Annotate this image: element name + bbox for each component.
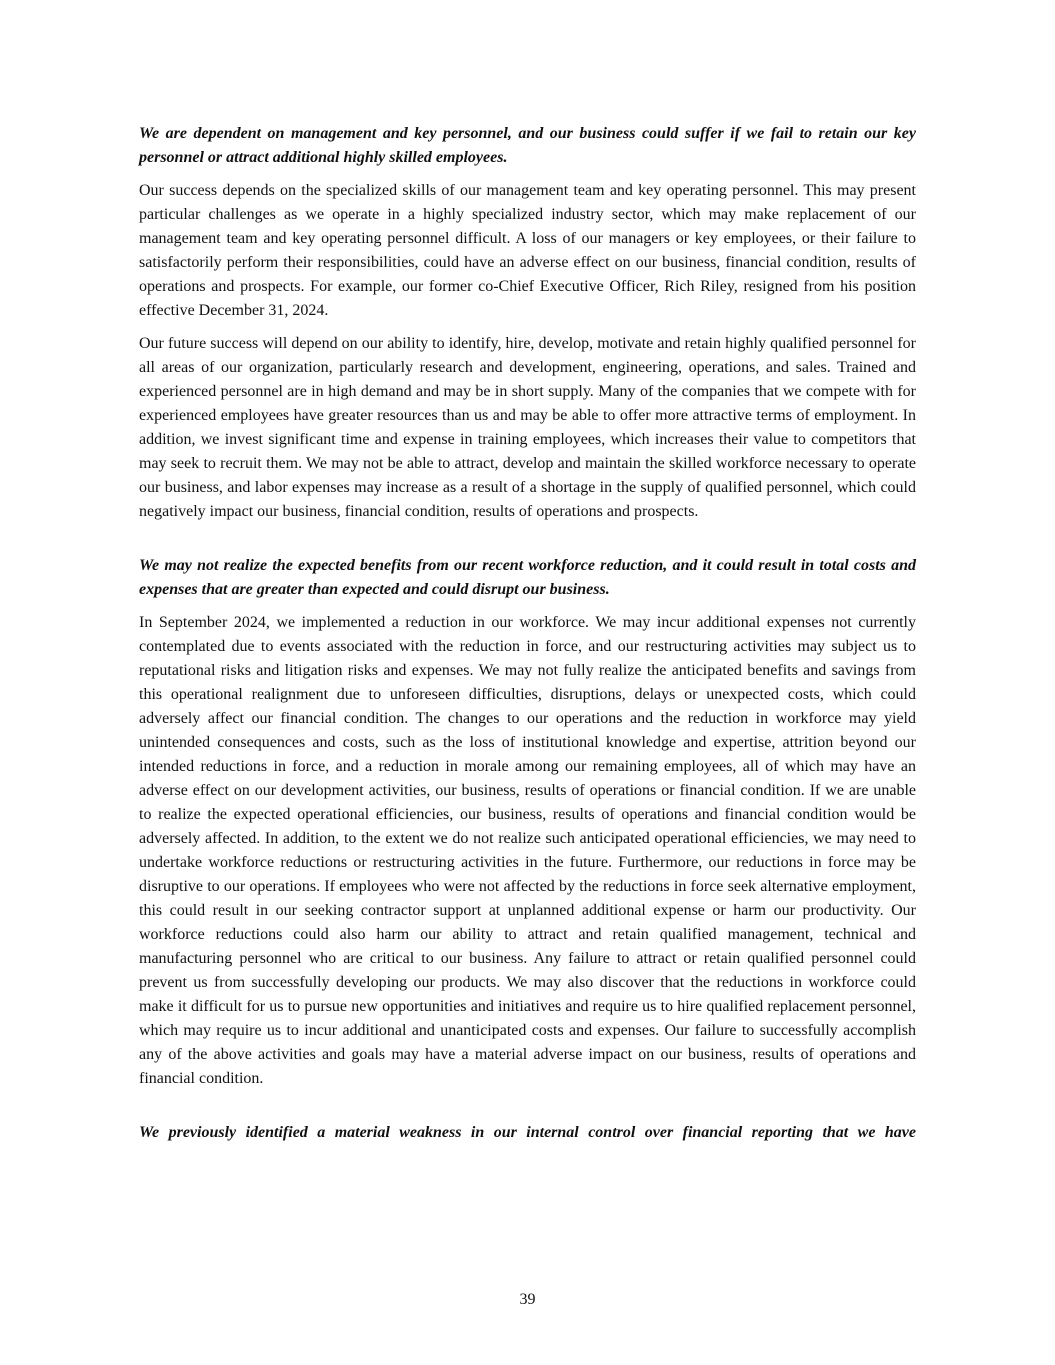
- risk-section-workforce-reduction: [139, 554, 916, 1091]
- body-paragraph: Our future success will depend on our ability to identify, hire, develop, motivate and retain highly qualified personnel for all areas of our organization, particularly research and development, engineering, operations, and sales. Trained and experienced personnel are in high demand and may be in short supply. Many of the companies that we compete with for experienced employees have greater resources than us and may be able to offer more attractive terms of employment. In addition, we invest significant time and expense in training employees, which increases their value to competitors that may seek to recruit them. We may not be able to attract, develop and maintain the skilled workforce necessary to operate our business, and labor expenses may increase as a result of a shortage in the supply of qualified personnel, which could negatively impact our business, financial condition, results of operations and prospects.: [139, 335, 916, 520]
- section-heading: We are dependent on management and key personnel, and our business could suffer if we fail to retain our key personnel or attract additional highly skilled employees.: [139, 125, 916, 166]
- section-heading: We may not realize the expected benefits from our recent workforce reduction, and it could result in total costs and expenses that are greater than expected and could disrupt our business.: [139, 557, 916, 598]
- document-page: [139, 122, 916, 1145]
- risk-section-material-weakness: [139, 1121, 916, 1145]
- page-number: 39: [519, 1291, 536, 1308]
- section-spacer: [139, 1100, 916, 1121]
- section-heading: We previously identified a material weakness in our internal control over financial reporting that we have: [139, 1124, 916, 1141]
- risk-section-key-personnel: [139, 122, 916, 524]
- section-spacer: [139, 533, 916, 554]
- body-paragraph: In September 2024, we implemented a reduction in our workforce. We may incur additional expenses not currently contemplated due to events associated with the reduction in force, and our restructuring activities may subject us to reputational risks and litigation risks and expenses. We may not fully realize the anticipated benefits and savings from this operational realignment due to unforeseen difficulties, disruptions, delays or unexpected costs, which could adversely affect our financial condition. The changes to our operations and the reduction in workforce may yield unintended consequences and costs, such as the loss of institutional knowledge and expertise, attrition beyond our intended reductions in force, and a reduction in morale among our remaining employees, all of which may have an adverse effect on our development activities, our business, results of operations or financial condition. If we are unable to realize the expected operational efficiencies, our business, results of operations and financial condition would be adversely affected. In addition, to the extent we do not realize such anticipated operational efficiencies, we may need to undertake workforce reductions or restructuring activities in the future. Furthermore, our reductions in force may be disruptive to our operations. If employees who were not affected by the reductions in force seek alternative employment, this could result in our seeking contractor support at unplanned additional expense or harm our productivity. Our workforce reductions could also harm our ability to attract and retain qualified management, technical and manufacturing personnel who are critical to our business. Any failure to attract or retain qualified personnel could prevent us from successfully developing our products. We may also discover that the reductions in workforce could make it difficult for us to pursue new opportunities and initiatives and require us to hire qualified replacement personnel, which may require us to incur additional and unanticipated costs and expenses. Our failure to successfully accomplish any of the above activities and goals may have a material adverse impact on our business, results of operations and financial condition.: [139, 614, 916, 1087]
- body-paragraph: Our success depends on the specialized skills of our management team and key operating personnel. This may present particular challenges as we operate in a highly specialized industry sector, which may make replacement of our management team and key operating personnel difficult. A loss of our managers or key employees, or their failure to satisfactorily perform their responsibilities, could have an adverse effect on our business, financial condition, results of operations and prospects. For example, our former co-Chief Executive Officer, Rich Riley, resigned from his position effective December 31, 2024.: [139, 182, 916, 319]
